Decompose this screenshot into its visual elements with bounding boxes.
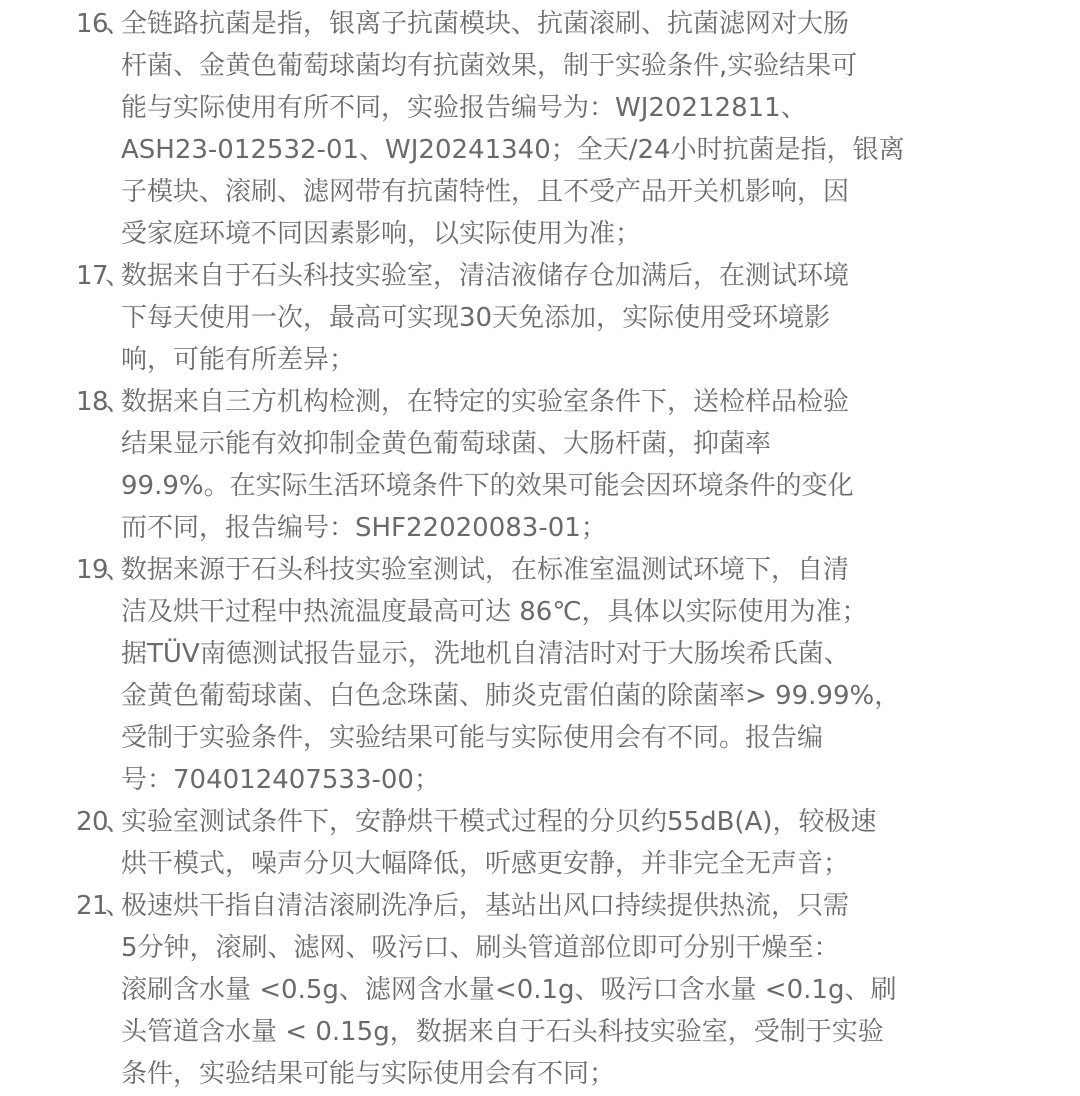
footnote-line: 实验室测试条件下，安静烘干模式过程的分贝约55dB(A)，较极速 [121,807,877,837]
footnote-line: 5分钟，滚刷、滤网、吸污口、刷头管道部位即可分别干燥至： [121,933,840,963]
footnote-18 [0,381,1080,549]
footnote-number: 21 、 [76,885,122,927]
footnote-line: 烘干模式，噪声分贝大幅降低，听感更安静，并非完全无声音； [121,849,850,879]
footnote-line: 杆菌、金黄色葡萄球菌均有抗菌效果，制于实验条件,实验结果可 [121,51,858,81]
footnote-20 [0,801,1080,885]
footnote-line: 洁及烘干过程中热流温度最高可达 86℃，具体以实际使用为准； [121,597,868,627]
footnote-line: 下每天使用一次，最高可实现30天免添加，实际使用受环境影 [121,303,831,333]
footnote-line: ASH23-012532-01、WJ20241340；全天/24小时抗菌是指，银离 [121,135,905,165]
footnote-line: 99.9%。在实际生活环境条件下的效果可能会因环境条件的变化 [121,471,854,501]
footnote-line: 能与实际使用有所不同，实验报告编号为：WJ20212811、 [121,93,807,123]
footnote-21 [0,885,1080,1095]
footnote-line: 数据来自三方机构检测，在特定的实验室条件下，送检样品检验 [121,387,850,417]
footnote-line: 受制于实验条件，实验结果可能与实际使用会有不同。报告编 [121,723,824,753]
footnote-line: 据TÜV南德测试报告显示，洗地机自清洁时对于大肠埃希氏菌、 [121,639,850,669]
footnote-number: 17 、 [76,255,122,297]
footnotes-list [0,3,1080,1095]
footnote-line: 数据来自于石头科技实验室，清洁液储存仓加满后，在测试环境 [121,261,850,291]
footnote-17 [0,255,1080,381]
footnote-line: 数据来源于石头科技实验室测试，在标准室温测试环境下，自清 [121,555,850,585]
footnote-line: 结果显示能有效抑制金黄色葡萄球菌、大肠杆菌，抑菌率 [121,429,772,459]
footnote-line: 而不同，报告编号：SHF22020083-01； [121,513,607,543]
footnote-number: 18 、 [76,381,122,423]
footnote-line: 全链路抗菌是指，银离子抗菌模块、抗菌滚刷、抗菌滤网对大肠 [121,9,850,39]
footnote-line: 响，可能有所差异； [121,345,356,375]
footnote-line: 子模块、滚刷、滤网带有抗菌特性，且不受产品开关机影响，因 [121,177,850,207]
footnote-line: 号：704012407533-00； [121,765,440,795]
footnote-19 [0,549,1080,801]
footnote-line: 头管道含水量 < 0.15g，数据来自于石头科技实验室，受制于实验 [121,1017,884,1047]
footnote-line: 极速烘干指自清洁滚刷洗净后，基站出风口持续提供热流，只需 [121,891,850,921]
footnote-number: 16 、 [76,3,122,45]
footnote-number: 19 、 [76,549,122,591]
footnote-line: 条件，实验结果可能与实际使用会有不同； [121,1059,616,1089]
footnote-16 [0,3,1080,255]
footnote-line: 受家庭环境不同因素影响，以实际使用为准； [121,219,642,249]
footnote-line: 滚刷含水量 <0.5g、滤网含水量<0.1g、吸污口含水量 <0.1g、刷 [121,975,897,1005]
footnote-number: 20 、 [76,801,122,843]
footnote-line: 金黄色葡萄球菌、白色念珠菌、肺炎克雷伯菌的除菌率> 99.99%， [121,681,901,711]
